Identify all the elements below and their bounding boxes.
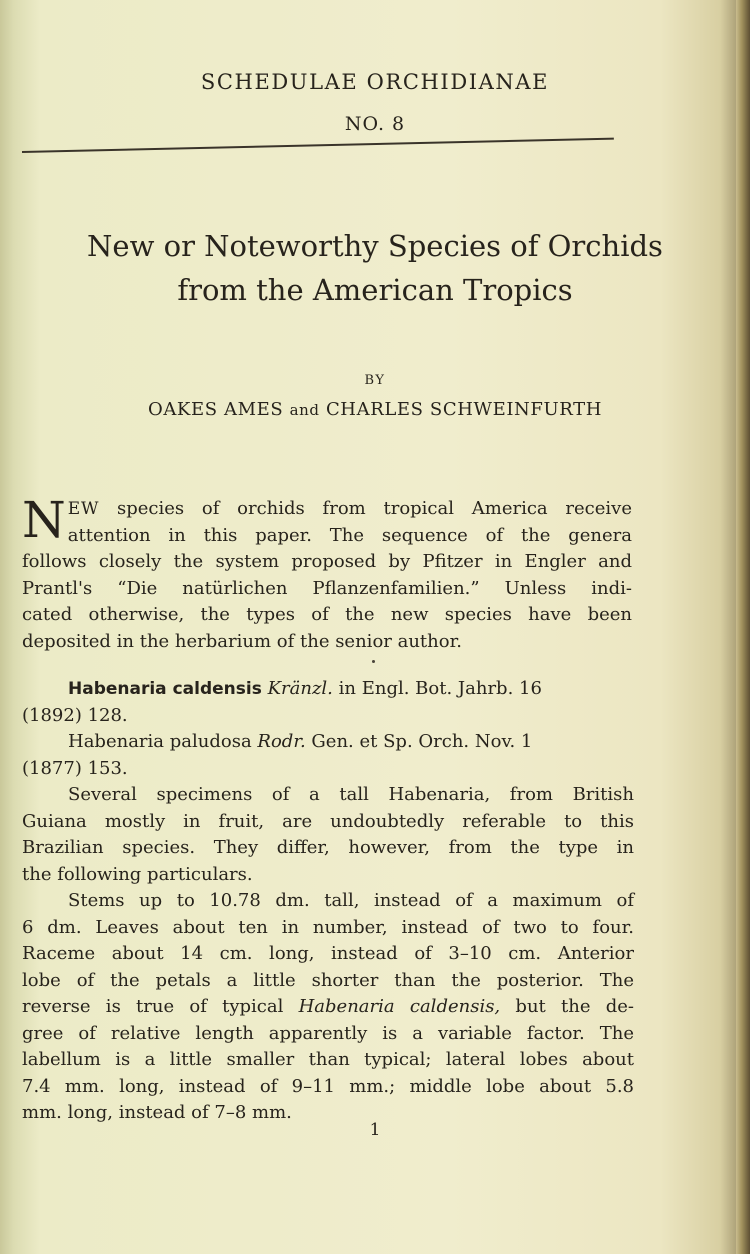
paragraph-2-line: mm. long, instead of 7–8 mm. [22, 1102, 292, 1123]
paragraph-2-line: labellum is a little smaller than typical; lateral lobes about [22, 1049, 634, 1070]
intro-paragraph [22, 491, 632, 655]
entry-2-ref: Gen. et Sp. Orch. Nov. 1 [311, 731, 533, 752]
series-number: NO. 8 [344, 113, 406, 135]
page-edge [736, 0, 750, 1254]
paragraph-2-line: Stems up to 10.78 dm. tall, instead of a maximum of [68, 890, 634, 911]
paragraph-1-line: Several specimens of a tall Habenaria, from British [68, 784, 634, 805]
intro-line-text: species of orchids from tropical America receive [117, 498, 632, 519]
paragraph-2-line: gree of relative length apparently is a variable factor. The [22, 1022, 634, 1044]
intro-smallcaps: EW [67, 499, 100, 519]
author-2: CHARLES SCHWEINFURTH [325, 399, 603, 420]
paragraph-2-text: but the de- [515, 996, 634, 1017]
authors [0, 399, 750, 420]
paragraph-2-line [22, 994, 634, 1021]
series-title: SCHEDULAE ORCHIDIANAE [200, 70, 550, 94]
byline: BY [364, 373, 386, 388]
paragraph-2-line: Raceme about 14 cm. long, instead of 3–10 cm. Anterior [22, 943, 634, 964]
entry-1-author: Kränzl. [267, 678, 333, 699]
intro-line: attention in this paper. The sequence of the genera [67, 524, 632, 546]
article-title-line-2: from the American Tropics [177, 273, 573, 307]
page-number: 1 [369, 1120, 381, 1140]
article-title-line-1: New or Noteworthy Species of Orchids [87, 229, 663, 263]
entry-2-author: Rodr. [257, 731, 306, 752]
intro-line [22, 496, 632, 523]
body-text [22, 676, 634, 1127]
paragraph-1-line: the following particulars. [22, 863, 253, 885]
drop-cap: N [22, 491, 66, 549]
entry-1-ref-continued: (1892) 128. [22, 704, 128, 726]
author-conjunction: and [289, 401, 320, 419]
paragraph-2-line: 7.4 mm. long, instead of 9–11 mm.; middle lobe about 5.8 [22, 1075, 634, 1097]
intro-line: follows closely the system proposed by Pfitzer in Engler and [22, 551, 632, 572]
author-1: OAKES AMES [147, 399, 284, 420]
entry-1-ref: in Engl. Bot. Jahrb. 16 [338, 678, 542, 699]
header-rule [22, 138, 614, 153]
entry-2-name: Habenaria paludosa [68, 731, 252, 752]
paragraph-2-line: lobe of the petals a little shorter than the posterior. The [22, 969, 634, 991]
intro-line: deposited in the herbarium of the senior author. [22, 630, 462, 652]
entry-1-name: Habenaria caldensis [68, 679, 262, 699]
intro-line: Prantl's “Die natürlichen Pflanzenfamilien.” Unless indi- [22, 577, 632, 599]
paragraph-1-line: Guiana mostly in fruit, are undoubtedly referable to this [22, 810, 634, 832]
paragraph-2-text: reverse is true of typical [22, 996, 284, 1017]
entry-1 [22, 676, 634, 703]
intro-line: cated otherwise, the types of the new species have been [22, 604, 632, 625]
paragraph-2-line: 6 dm. Leaves about ten in number, instead of two to four. [22, 916, 634, 938]
entry-2 [22, 729, 634, 756]
entry-2-ref-continued: (1877) 153. [22, 757, 128, 779]
species-name-italic: Habenaria caldensis, [298, 996, 501, 1017]
print-speck [372, 660, 375, 663]
paragraph-1-line: Brazilian species. They differ, however, from the type in [22, 837, 634, 858]
